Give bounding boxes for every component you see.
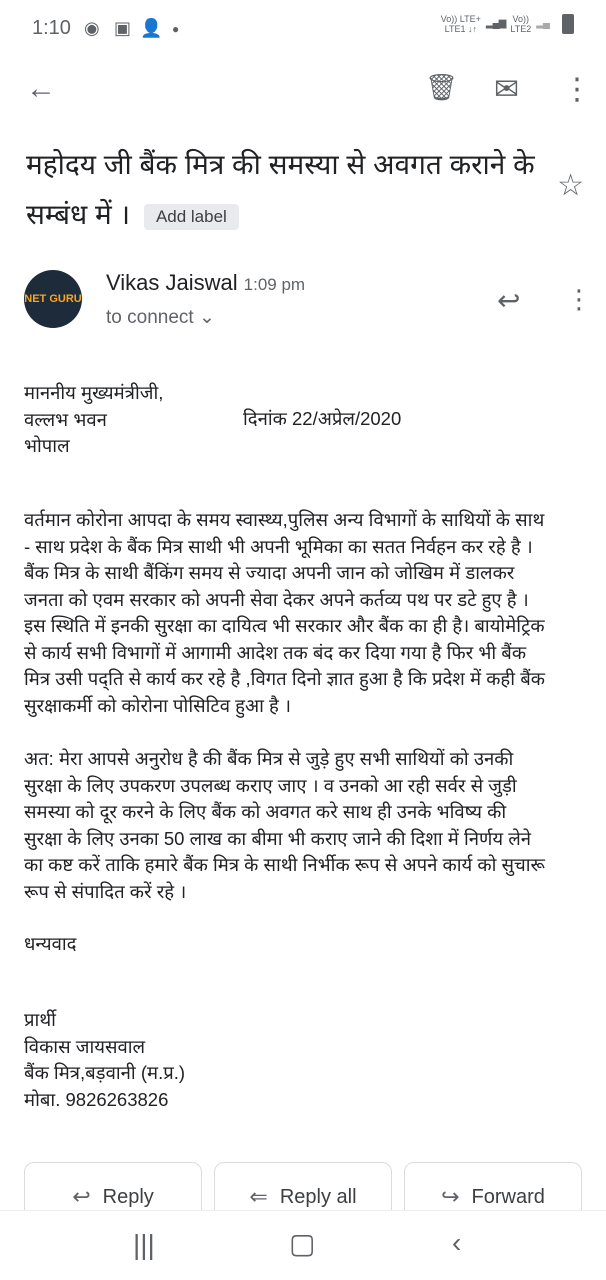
sim2-sub: LTE2 [510,24,532,34]
reply-label: Reply [102,1185,154,1208]
body-line: प्रार्थी [24,1009,56,1030]
status-indicators [441,14,574,34]
add-person-icon: 👤 [140,18,163,38]
body-line: वल्लभ भवन [24,408,107,430]
recipients-toggle[interactable] [106,306,215,329]
star-icon[interactable]: ☆ [557,169,584,202]
sim1-sub: LTE1 ↓↑ [444,24,478,34]
letter-date: दिनांक 22/अप्रेल/2020 [243,408,402,429]
delete-button[interactable]: 🗑 [425,72,459,102]
home-button[interactable]: ▢ [289,1228,316,1259]
chevron-down-icon: ⌄ [198,307,215,328]
signature [24,1007,185,1113]
message-more-button[interactable]: ⋮ [566,284,592,314]
body-line: रूप से संपादित करें रहे । [24,880,187,902]
reply-all-icon: ⇐ [249,1184,268,1209]
reply-all-label: Reply all [279,1185,357,1208]
subject-text: महोदय जी बैंक मित्र की समस्या से अवगत कराने के सम्बंध में । [26,149,535,230]
body-line: समस्या को दूर करने के लिए बैंक को अवगत करे साथ ही उनके भविष्य की [24,801,507,822]
body-line: - साथ प्रदेश के बैंक मित्र साथी भी अपनी भूमिका का सतत निर्वहन कर रहे है । [24,535,533,557]
mark-unread-button[interactable]: ✉ [494,73,520,106]
signal-icon: ▂▄▆ [485,18,506,29]
status-bar [0,0,606,56]
recents-button[interactable]: ||| [133,1229,155,1260]
paragraph-2 [24,746,545,905]
paragraph-1 [24,507,545,719]
body-line: मोबा. 9826263826 [24,1088,169,1110]
body-line: इस स्थिति में इनकी सुरक्षा का दायित्व भी सरकार और बैंक का ही है। बायोमेट्रिक [24,615,545,636]
recipients-text: to connect [106,307,194,328]
battery-icon [562,14,574,34]
body-line: सुरक्षाकर्मी को कोरोना पोसिटिव हुआ है । [24,694,292,716]
sim2-label: Vo)) [512,14,530,24]
sim1-label: Vo)) LTE+ [440,14,481,24]
network-sim1 [441,14,481,34]
dot-icon: ● [172,22,180,36]
body-line: माननीय मुख्यमंत्रीजी, [24,382,164,403]
address-block [24,380,163,460]
body-line: अत: मेरा आपसे अनुरोध है की बैंक मित्र से जुड़े हुए सभी साथियों को उनकी [24,748,514,769]
body-line: सुरक्षा के लिए उनका 50 लाख का बीमा भी कराए जाने की दिशा में निर्णय लेने [24,827,532,849]
body-line: सुरक्षा के लिए उपकरण उपलब्ध कराए जाए । व उनको आ रही सर्वर से जुड़ी [24,774,517,796]
signal-icon: ▂▄ [536,18,549,29]
body-line: वर्तमान कोरोना आपदा के समय स्वास्थ्य,पुलिस अन्य विभागों के साथियों के साथ [24,509,545,530]
reply-icon: ↩ [72,1184,91,1209]
status-time: 1:10 [32,17,71,39]
more-options-button[interactable]: ⋮ [562,73,592,106]
sender-line [106,270,305,296]
thanks: धन्यवाद [24,933,77,954]
voicemail-icon: ▣ [114,18,132,38]
back-nav-button[interactable]: ‹ [452,1227,462,1258]
forward-icon: ↪ [441,1184,460,1209]
add-label-button[interactable]: Add label [144,204,239,230]
body-line: बैंक मित्र,बड़वानी (म.प्र.) [24,1062,186,1083]
email-subject [26,140,546,240]
system-nav-bar [0,1210,606,1280]
body-line: जनता को एवम सरकार को अपनी सेवा देकर अपने कर्तव्य पथ पर डटे हुए है । [24,588,529,610]
body-line: मित्र उसी पद्ति से कार्य कर रहे है ,विगत दिनो ज्ञात हुआ है कि प्रदेश में कही बैंक [24,668,545,689]
body-line: विकास जायसवाल [24,1035,146,1057]
avatar: NET GURU [24,270,82,328]
body-line: से कार्य सभी विभागों में आगामी आदेश तक बंद कर दिया गया है फिर भी बैंक [24,641,527,663]
sent-time: 1:09 pm [243,275,306,294]
body-line: का कष्ट करें ताकि हमारे बैंक मित्र के साथी निर्भीक रूप से अपने कार्य को सुचारू [24,854,545,875]
reply-icon[interactable]: ↩ [497,285,521,316]
sender-name: Vikas Jaiswal [106,270,238,295]
body-line: बैंक मित्र के साथी बैंकिंग समय से ज्यादा अपनी जान को जोखिम में डालकर [24,562,515,583]
forward-label: Forward [471,1185,545,1208]
chrome-icon: ◉ [84,18,100,38]
back-button[interactable]: ← [26,72,56,105]
network-sim2 [510,14,531,34]
body-line: भोपाल [24,435,70,456]
